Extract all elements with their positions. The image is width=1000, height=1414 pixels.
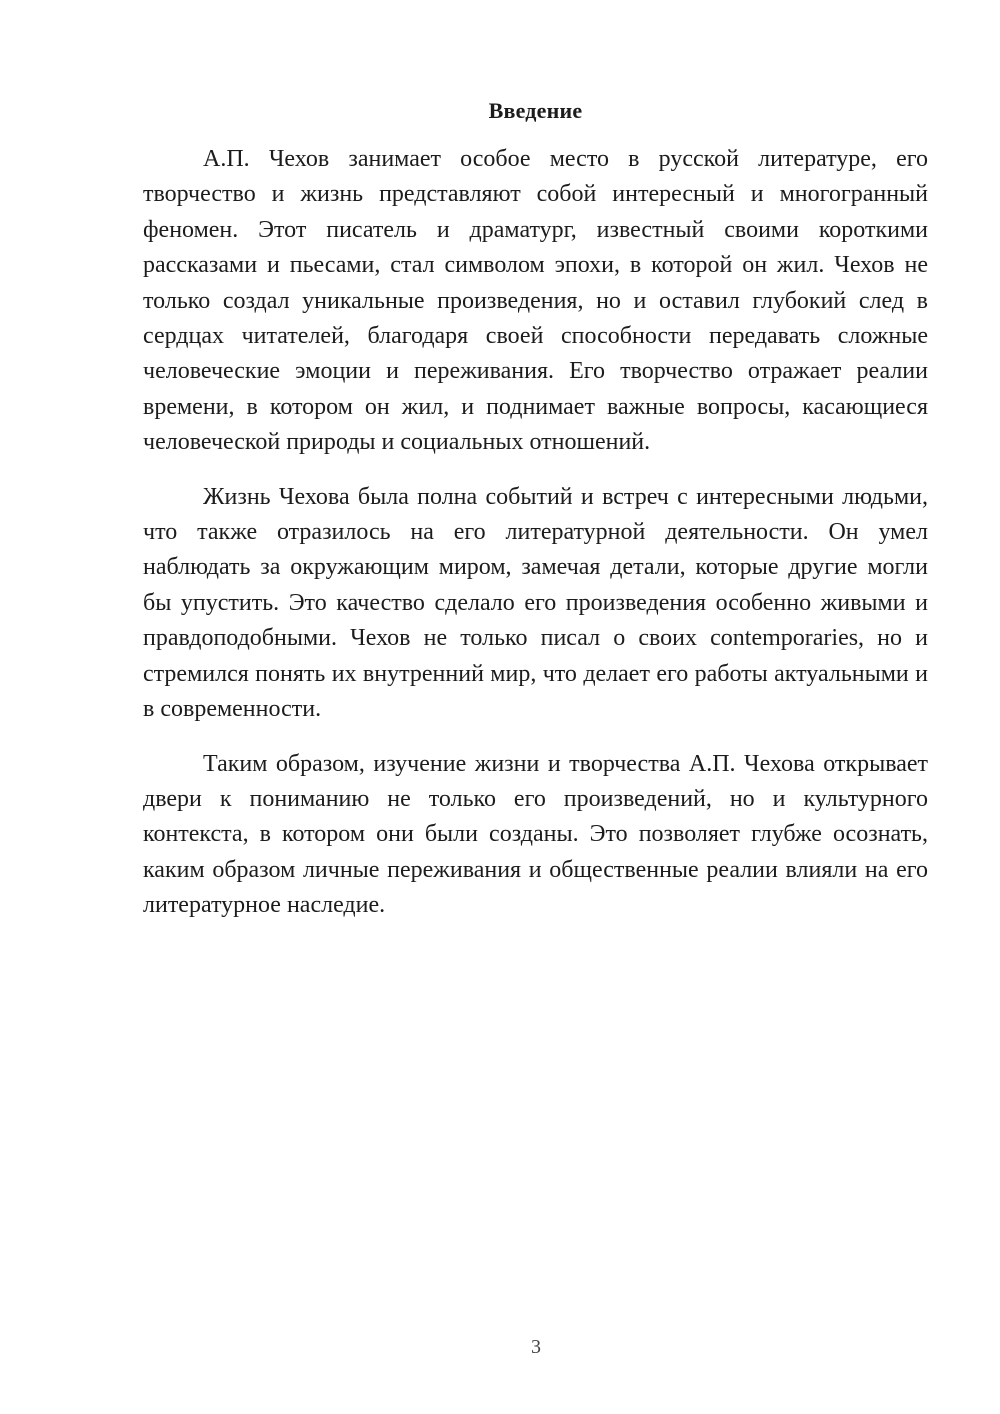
paragraph-intro: А.П. Чехов занимает особое место в русской литературе, его творчество и жизнь представляют собой интересный и многогранный феномен. Этот писатель и драматург, известный своими короткими рассказами и пьесами, стал символом эпохи, в которой он жил. Чехов не только создал уникальные произведения, но и оставил глубокий след в сердцах читателей, благодаря своей способности передавать сложные человеческие эмоции и переживания. Его творчество отражает реалии времени, в котором он жил, и поднимает важные вопросы, касающиеся человеческой природы и социальных отношений. <box>143 146 928 456</box>
paragraph-life: Жизнь Чехова была полна событий и встреч с интересными людьми, что также отразилось на его литературной деятельности. Он умел наблюдать за окружающим миром, замечая детали, которые другие могли бы упустить. Это качество сделало его произведения особенно живыми и правдоподобными. Чехов не только писал о своих contemporaries, но и стремился понять их внутренний мир, что делает его работы актуальными и в современности. <box>143 483 928 723</box>
page-content <box>143 96 928 924</box>
paragraph-conclusion: Таким образом, изучение жизни и творчества А.П. Чехова открывает двери к пониманию не только его произведений, но и культурного контекста, в котором они были созданы. Это позволяет глубже осознать, каким образом личные переживания и общественные реалии влияли на его литературное наследие. <box>143 750 928 919</box>
page-number: 3 <box>531 1336 541 1358</box>
section-title: Введение <box>488 98 583 123</box>
